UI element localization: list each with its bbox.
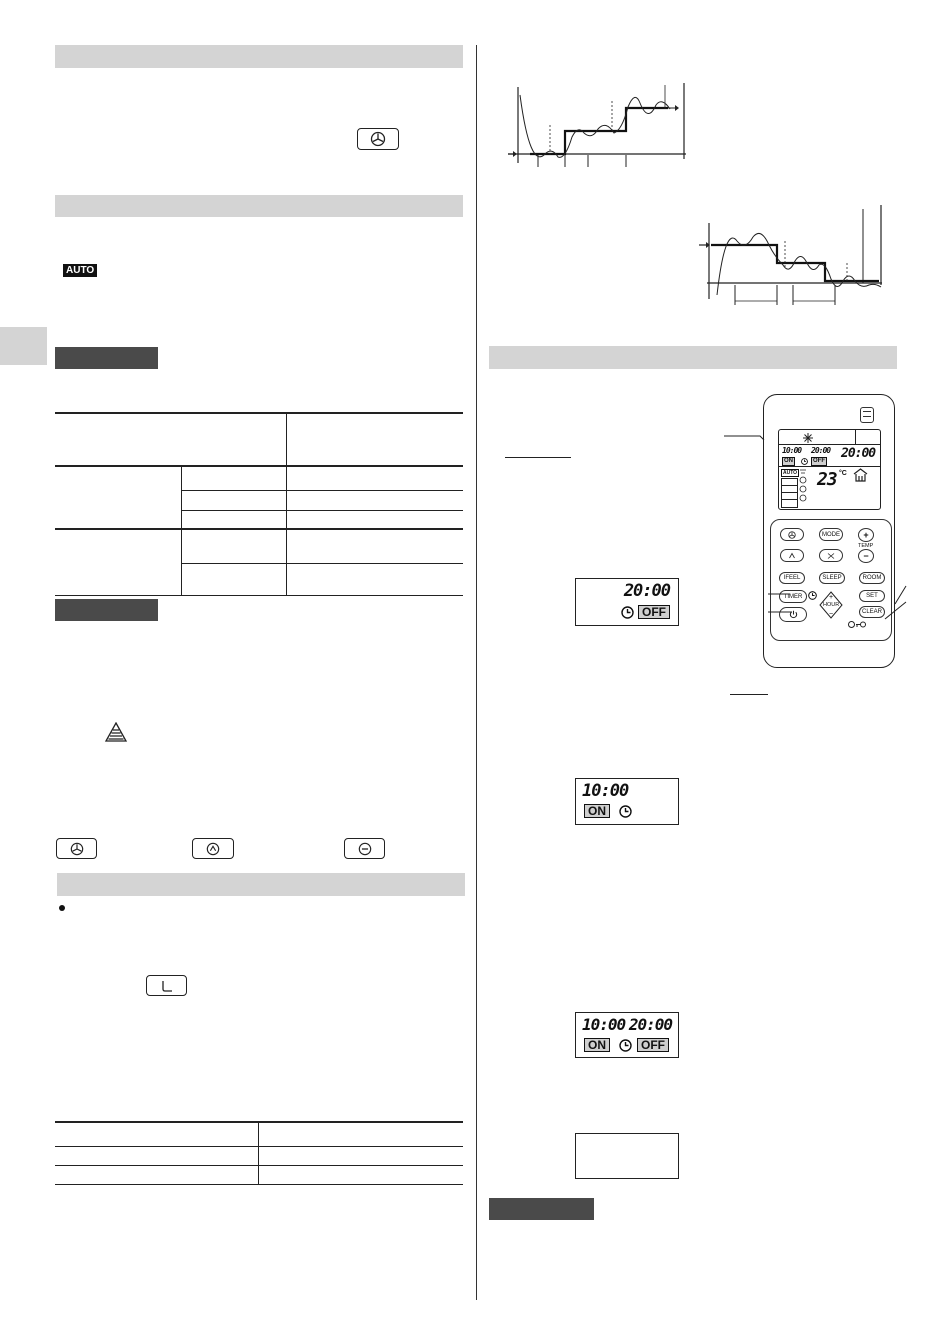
off-time: 20:00 <box>628 1015 672 1034</box>
remote-mode-button[interactable]: MODE <box>819 528 843 541</box>
swing-button-graphic <box>192 838 234 859</box>
on-state-tag: ON <box>584 804 610 818</box>
section-header-bar-2 <box>55 195 463 217</box>
remote-temp-label: TEMP <box>858 543 874 549</box>
remote-clock: 20:00 <box>841 446 876 461</box>
on-time: 10:00 <box>582 1015 626 1034</box>
fan-button-graphic-2 <box>56 838 97 859</box>
swing-icon <box>206 842 220 856</box>
section-label-2 <box>55 599 158 621</box>
section-label-1 <box>55 347 158 369</box>
svg-text:+: + <box>828 594 834 601</box>
lcd-on-timer <box>575 778 679 825</box>
remote-leader-lines <box>720 420 910 620</box>
minus-button-graphic <box>344 838 385 859</box>
sleep-button-graphic <box>146 975 187 996</box>
fan-button-graphic <box>357 128 399 150</box>
remote-temp-up-button[interactable]: + <box>858 528 874 542</box>
remote-mode-auto: AUTO <box>783 470 798 476</box>
clock-icon <box>619 805 632 818</box>
fan-icon <box>70 842 84 856</box>
sleep-icon <box>159 979 175 993</box>
remote-reset-hole[interactable] <box>848 621 855 628</box>
temperature-curve-diagram-2 <box>697 205 892 310</box>
remote-room-button[interactable]: ROOM <box>859 572 885 584</box>
remote-hour-label: HOUR <box>823 602 840 608</box>
remote-off-time: 20:00 <box>811 446 831 455</box>
remote-clear-button[interactable]: CLEAR <box>859 606 885 618</box>
on-state-tag: ON <box>584 1038 610 1052</box>
fan-icon <box>370 131 386 147</box>
section-header-bar-4 <box>489 346 897 369</box>
svg-text:−: − <box>828 611 834 618</box>
column-divider <box>476 45 477 1300</box>
section-header-bar-3 <box>57 873 465 896</box>
off-state-tag: OFF <box>637 1038 669 1052</box>
section-header-bar-1 <box>55 45 463 68</box>
off-time: 20:00 <box>623 581 670 601</box>
clock-icon <box>621 606 634 619</box>
remote-timer-button[interactable]: TIMER <box>779 590 807 603</box>
remote-temp: 23 <box>817 469 837 490</box>
remote-temp-unit: °C <box>839 470 847 477</box>
side-tab <box>0 327 47 365</box>
off-state-tag: OFF <box>638 605 670 619</box>
on-time: 10:00 <box>582 781 629 801</box>
underline-1 <box>505 457 571 458</box>
lcd-off-timer <box>575 578 679 626</box>
auto-badge: AUTO <box>63 264 97 277</box>
remote-on-tag: ON <box>784 458 793 464</box>
remote-ifeel-button[interactable]: IFEEL <box>779 572 805 584</box>
minus-circle-icon <box>358 842 372 856</box>
temperature-curve-diagram-1 <box>500 75 695 175</box>
clock-icon <box>619 1039 632 1052</box>
louver-icon <box>104 722 128 742</box>
section-label-3 <box>489 1198 594 1220</box>
remote-temp-down-button[interactable]: − <box>858 549 874 563</box>
lcd-on-off-timer <box>575 1012 679 1058</box>
underline-2 <box>730 694 768 695</box>
remote-off-tag: OFF <box>813 458 825 464</box>
remote-set-button[interactable]: SET <box>859 590 885 602</box>
lcd-blank <box>575 1133 679 1179</box>
remote-on-time: 10:00 <box>782 446 802 455</box>
bullet-dot <box>59 905 65 911</box>
lock-icon <box>856 621 866 628</box>
remote-sleep-button[interactable]: SLEEP <box>819 572 845 584</box>
